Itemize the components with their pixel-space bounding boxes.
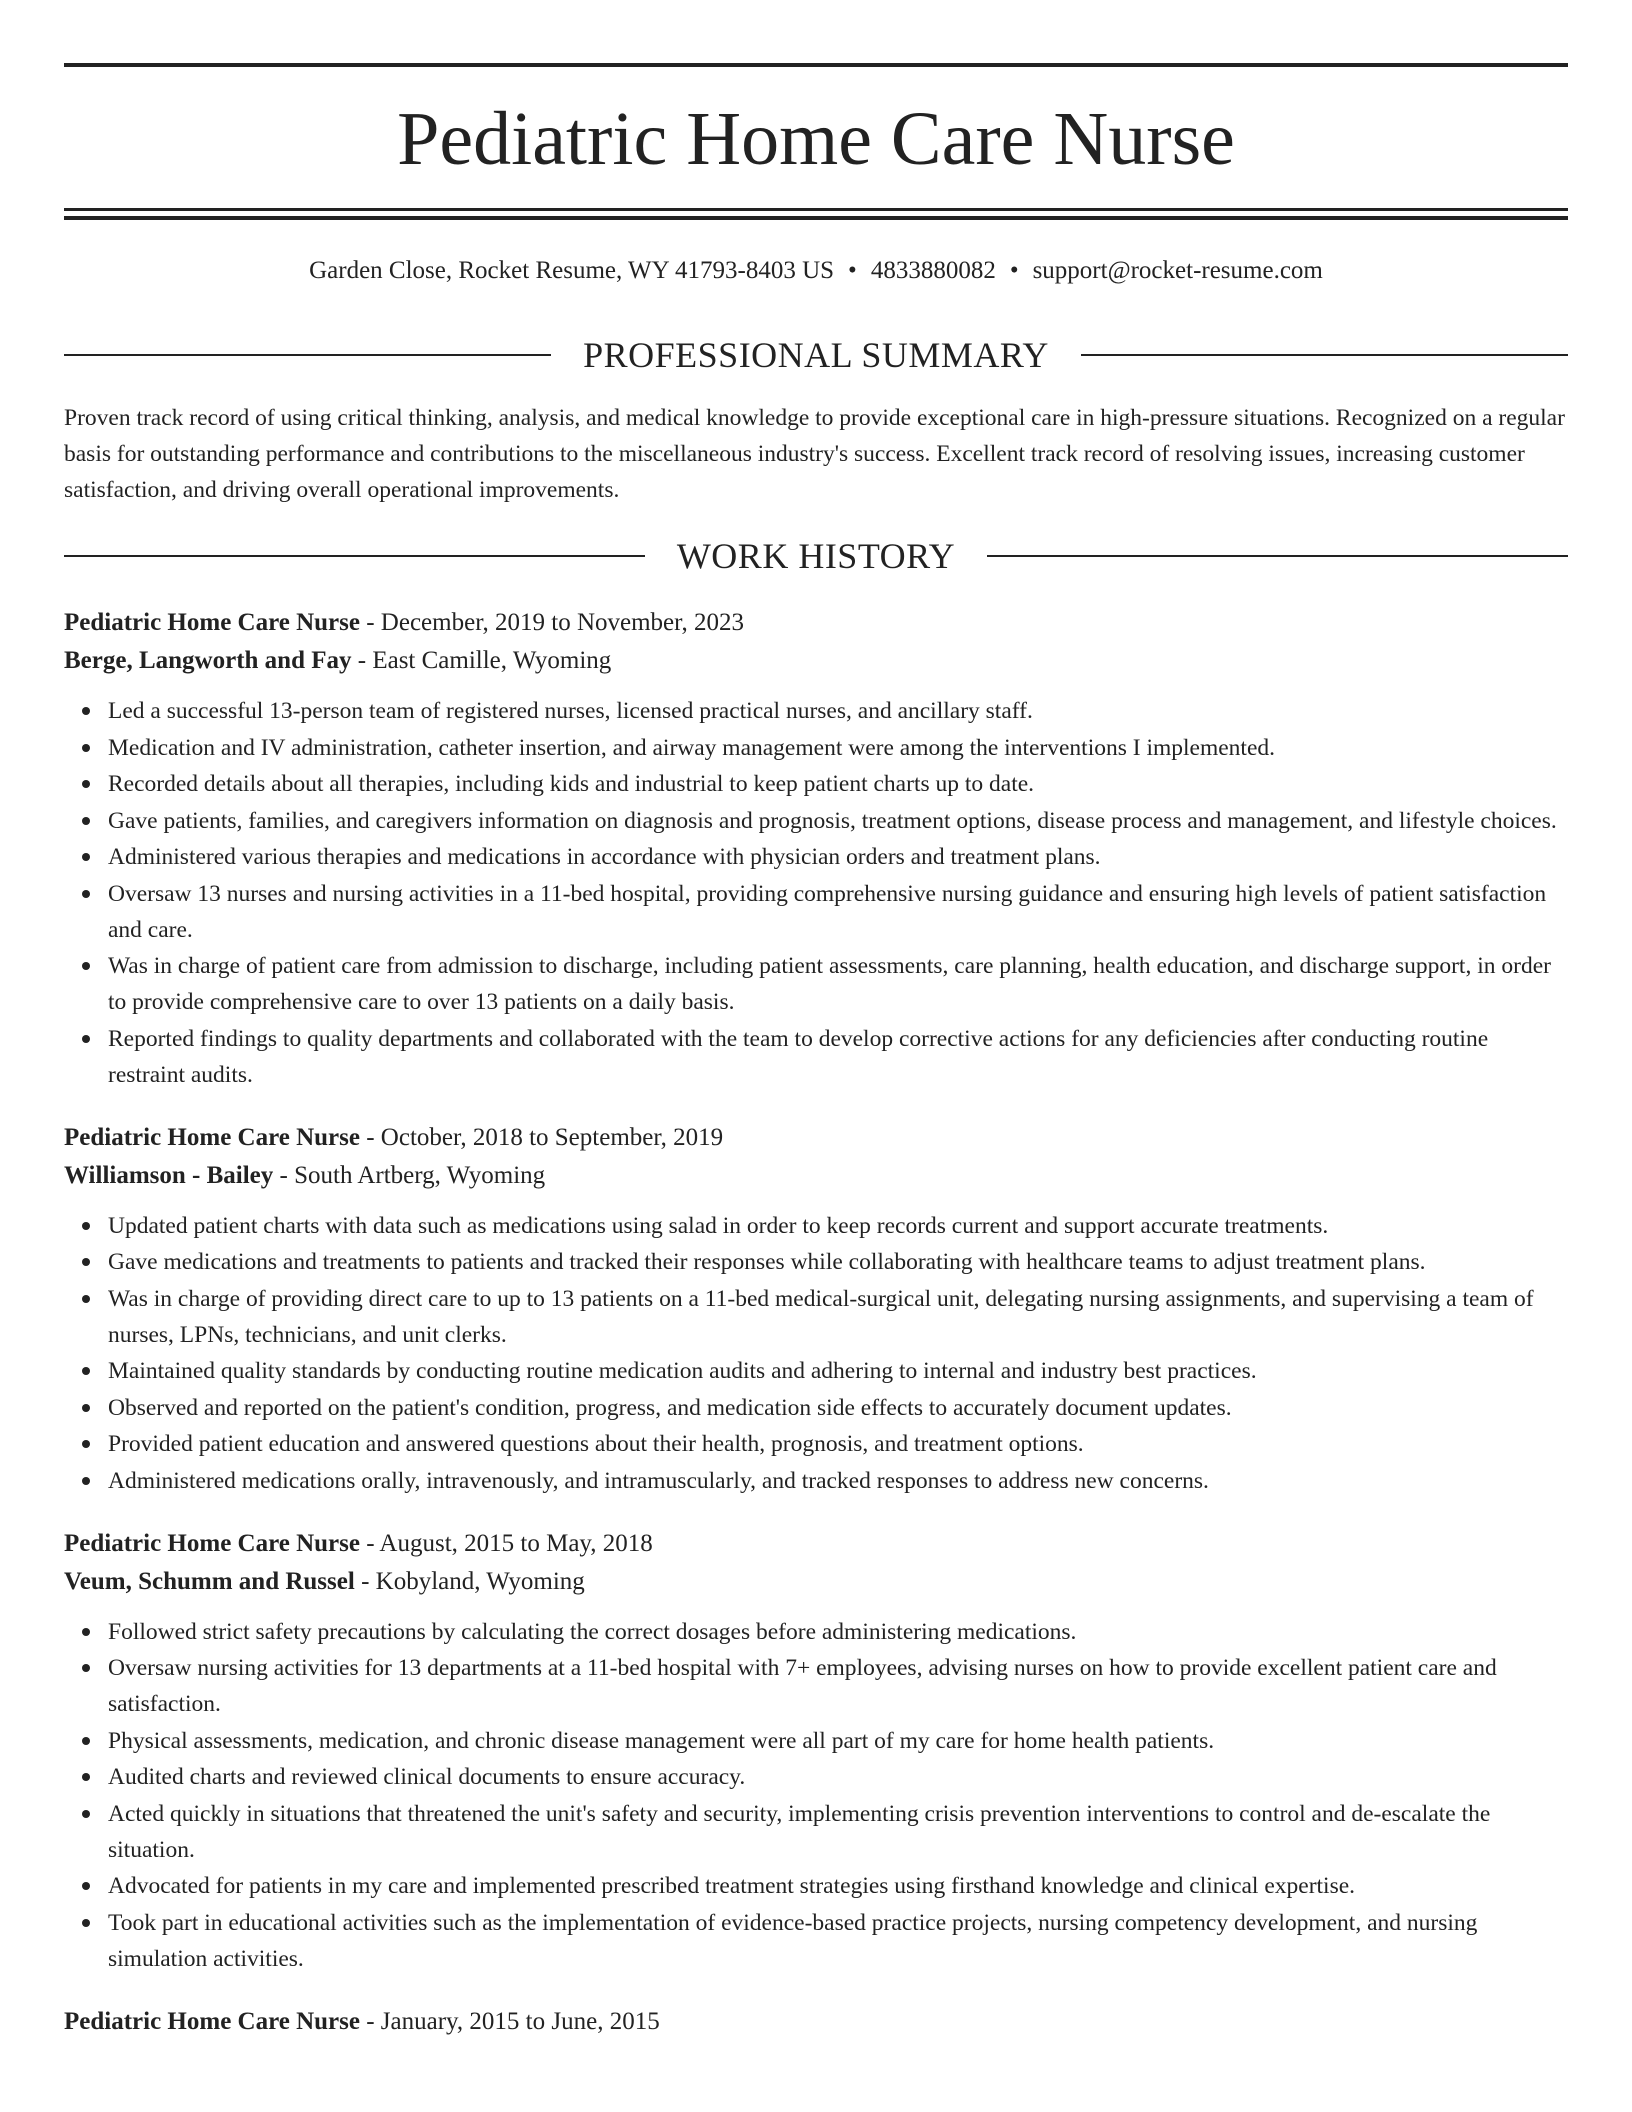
job-bullet: Administered medications orally, intravenously, and intramuscularly, and tracked responses to address new concerns. <box>108 1463 1568 1499</box>
job-company-line <box>64 1157 1568 1195</box>
job-company: Williamson - Bailey <box>64 1161 274 1189</box>
job-title: Pediatric Home Care Nurse <box>64 2007 360 2035</box>
job-bullet: Oversaw 13 nurses and nursing activities in a 11-bed hospital, providing comprehensive nursing guidance and ensuring high levels of patient satisfaction and care. <box>108 876 1568 948</box>
job-bullet: Followed strict safety precautions by calculating the correct dosages before administering medications. <box>108 1614 1568 1650</box>
contact-separator: • <box>1009 257 1019 284</box>
job-company-line <box>64 642 1568 680</box>
job-bullet: Provided patient education and answered questions about their health, prognosis, and treatment options. <box>108 1426 1568 1462</box>
job-bullet: Gave patients, families, and caregivers information on diagnosis and prognosis, treatment options, disease process and management, and lifestyle choices. <box>108 803 1568 839</box>
job-entry <box>64 2003 1568 2041</box>
summary-text: Proven track record of using critical thinking, analysis, and medical knowledge to provide exceptional care in high-pressure situations. Recognized on a regular basis for outstanding performance and contributions to the miscellaneous industry's success. Excellent track record of resolving issues, increasing customer satisfaction, and driving overall operational improvements. <box>64 405 1565 503</box>
candidate-name: Pediatric Home Care Nurse <box>397 97 1235 181</box>
job-bullet: Was in charge of patient care from admission to discharge, including patient assessments, care planning, health education, and discharge support, in order to provide comprehensive care to over 13 patients on a daily basis. <box>108 948 1568 1020</box>
job-company-line <box>64 1563 1568 1601</box>
job-title-line <box>64 1525 1568 1563</box>
summary-heading-text: PROFESSIONAL SUMMARY <box>583 335 1049 375</box>
contact-email: support@rocket-resume.com <box>1032 257 1323 284</box>
job-bullet: Oversaw nursing activities for 13 departments at a 11-bed hospital with 7+ employees, advising nurses on how to provide excellent patient care and satisfaction. <box>108 1650 1568 1722</box>
job-dates: - August, 2015 to May, 2018 <box>359 1529 653 1557</box>
job-bullet: Observed and reported on the patient's condition, progress, and medication side effects to accurately document updates. <box>108 1390 1568 1426</box>
heading-rule-right <box>1081 354 1568 356</box>
job-bullets <box>64 693 1568 1093</box>
job-bullet: Administered various therapies and medications in accordance with physician orders and treatment plans. <box>108 839 1568 875</box>
job-entry <box>64 1525 1568 1977</box>
summary-heading <box>64 333 1568 377</box>
job-location: - Kobyland, Wyoming <box>354 1567 585 1595</box>
job-dates: - January, 2015 to June, 2015 <box>359 2007 660 2035</box>
job-bullet: Updated patient charts with data such as medications using salad in order to keep records current and support accurate treatments. <box>108 1208 1568 1244</box>
job-title: Pediatric Home Care Nurse <box>64 1529 360 1557</box>
work-history-list <box>64 604 1568 2067</box>
top-rule <box>64 63 1568 67</box>
job-bullet: Maintained quality standards by conducting routine medication audits and adhering to internal and industry best practices. <box>108 1353 1568 1389</box>
work-history-heading-text: WORK HISTORY <box>676 536 956 576</box>
job-dates: - December, 2019 to November, 2023 <box>359 609 744 636</box>
job-bullet: Was in charge of providing direct care to up to 13 patients on a 11-bed medical-surgical unit, delegating nursing assignments, and supervising a team of nurses, LPNs, technicians, and unit clerks. <box>108 1281 1568 1353</box>
job-bullet: Advocated for patients in my care and implemented prescribed treatment strategies using firsthand knowledge and clinical expertise. <box>108 1868 1568 1904</box>
job-bullets <box>64 1614 1568 1977</box>
contact-address: Garden Close, Rocket Resume, WY 41793-8403 US <box>309 257 835 284</box>
contact-phone: 4833880082 <box>870 257 996 284</box>
heading-rule-right <box>987 555 1568 557</box>
heading-rule-left <box>64 555 645 557</box>
job-bullet: Recorded details about all therapies, including kids and industrial to keep patient charts up to date. <box>108 766 1568 802</box>
job-bullet: Took part in educational activities such as the implementation of evidence-based practice projects, nursing competency development, and nursing simulation activities. <box>108 1905 1568 1977</box>
job-bullet: Acted quickly in situations that threatened the unit's safety and security, implementing crisis prevention interventions to control and de-escalate the situation. <box>108 1796 1568 1868</box>
job-bullet: Physical assessments, medication, and chronic disease management were all part of my care for home health patients. <box>108 1723 1568 1759</box>
job-title-line <box>64 1119 1568 1157</box>
job-location: - South Artberg, Wyoming <box>273 1161 546 1189</box>
name-double-rule <box>64 208 1568 220</box>
job-bullet: Gave medications and treatments to patients and tracked their responses while collaborating with healthcare teams to adjust treatment plans. <box>108 1244 1568 1280</box>
job-location: - East Camille, Wyoming <box>351 647 612 674</box>
job-bullet: Medication and IV administration, catheter insertion, and airway management were among the interventions I implemented. <box>108 730 1568 766</box>
job-bullet: Led a successful 13-person team of registered nurses, licensed practical nurses, and ancillary staff. <box>108 693 1568 729</box>
job-company: Veum, Schumm and Russel <box>64 1567 355 1595</box>
job-title-line <box>64 604 1568 642</box>
job-dates: - October, 2018 to September, 2019 <box>359 1123 724 1151</box>
job-title-line <box>64 2003 1568 2041</box>
job-bullet: Audited charts and reviewed clinical documents to ensure accuracy. <box>108 1759 1568 1795</box>
job-entry <box>64 1119 1568 1499</box>
contact-separator: • <box>848 257 857 284</box>
job-bullet: Reported findings to quality departments and collaborated with the team to develop corrective actions for any deficiencies after conducting routine restraint audits. <box>108 1021 1568 1093</box>
job-title: Pediatric Home Care Nurse <box>64 609 360 636</box>
job-entry <box>64 604 1568 1093</box>
contact-line <box>64 255 1568 287</box>
work-history-heading <box>64 534 1568 578</box>
job-company: Berge, Langworth and Fay <box>64 647 352 674</box>
job-bullets <box>64 1208 1568 1499</box>
heading-rule-left <box>64 354 551 356</box>
job-title: Pediatric Home Care Nurse <box>64 1123 360 1151</box>
